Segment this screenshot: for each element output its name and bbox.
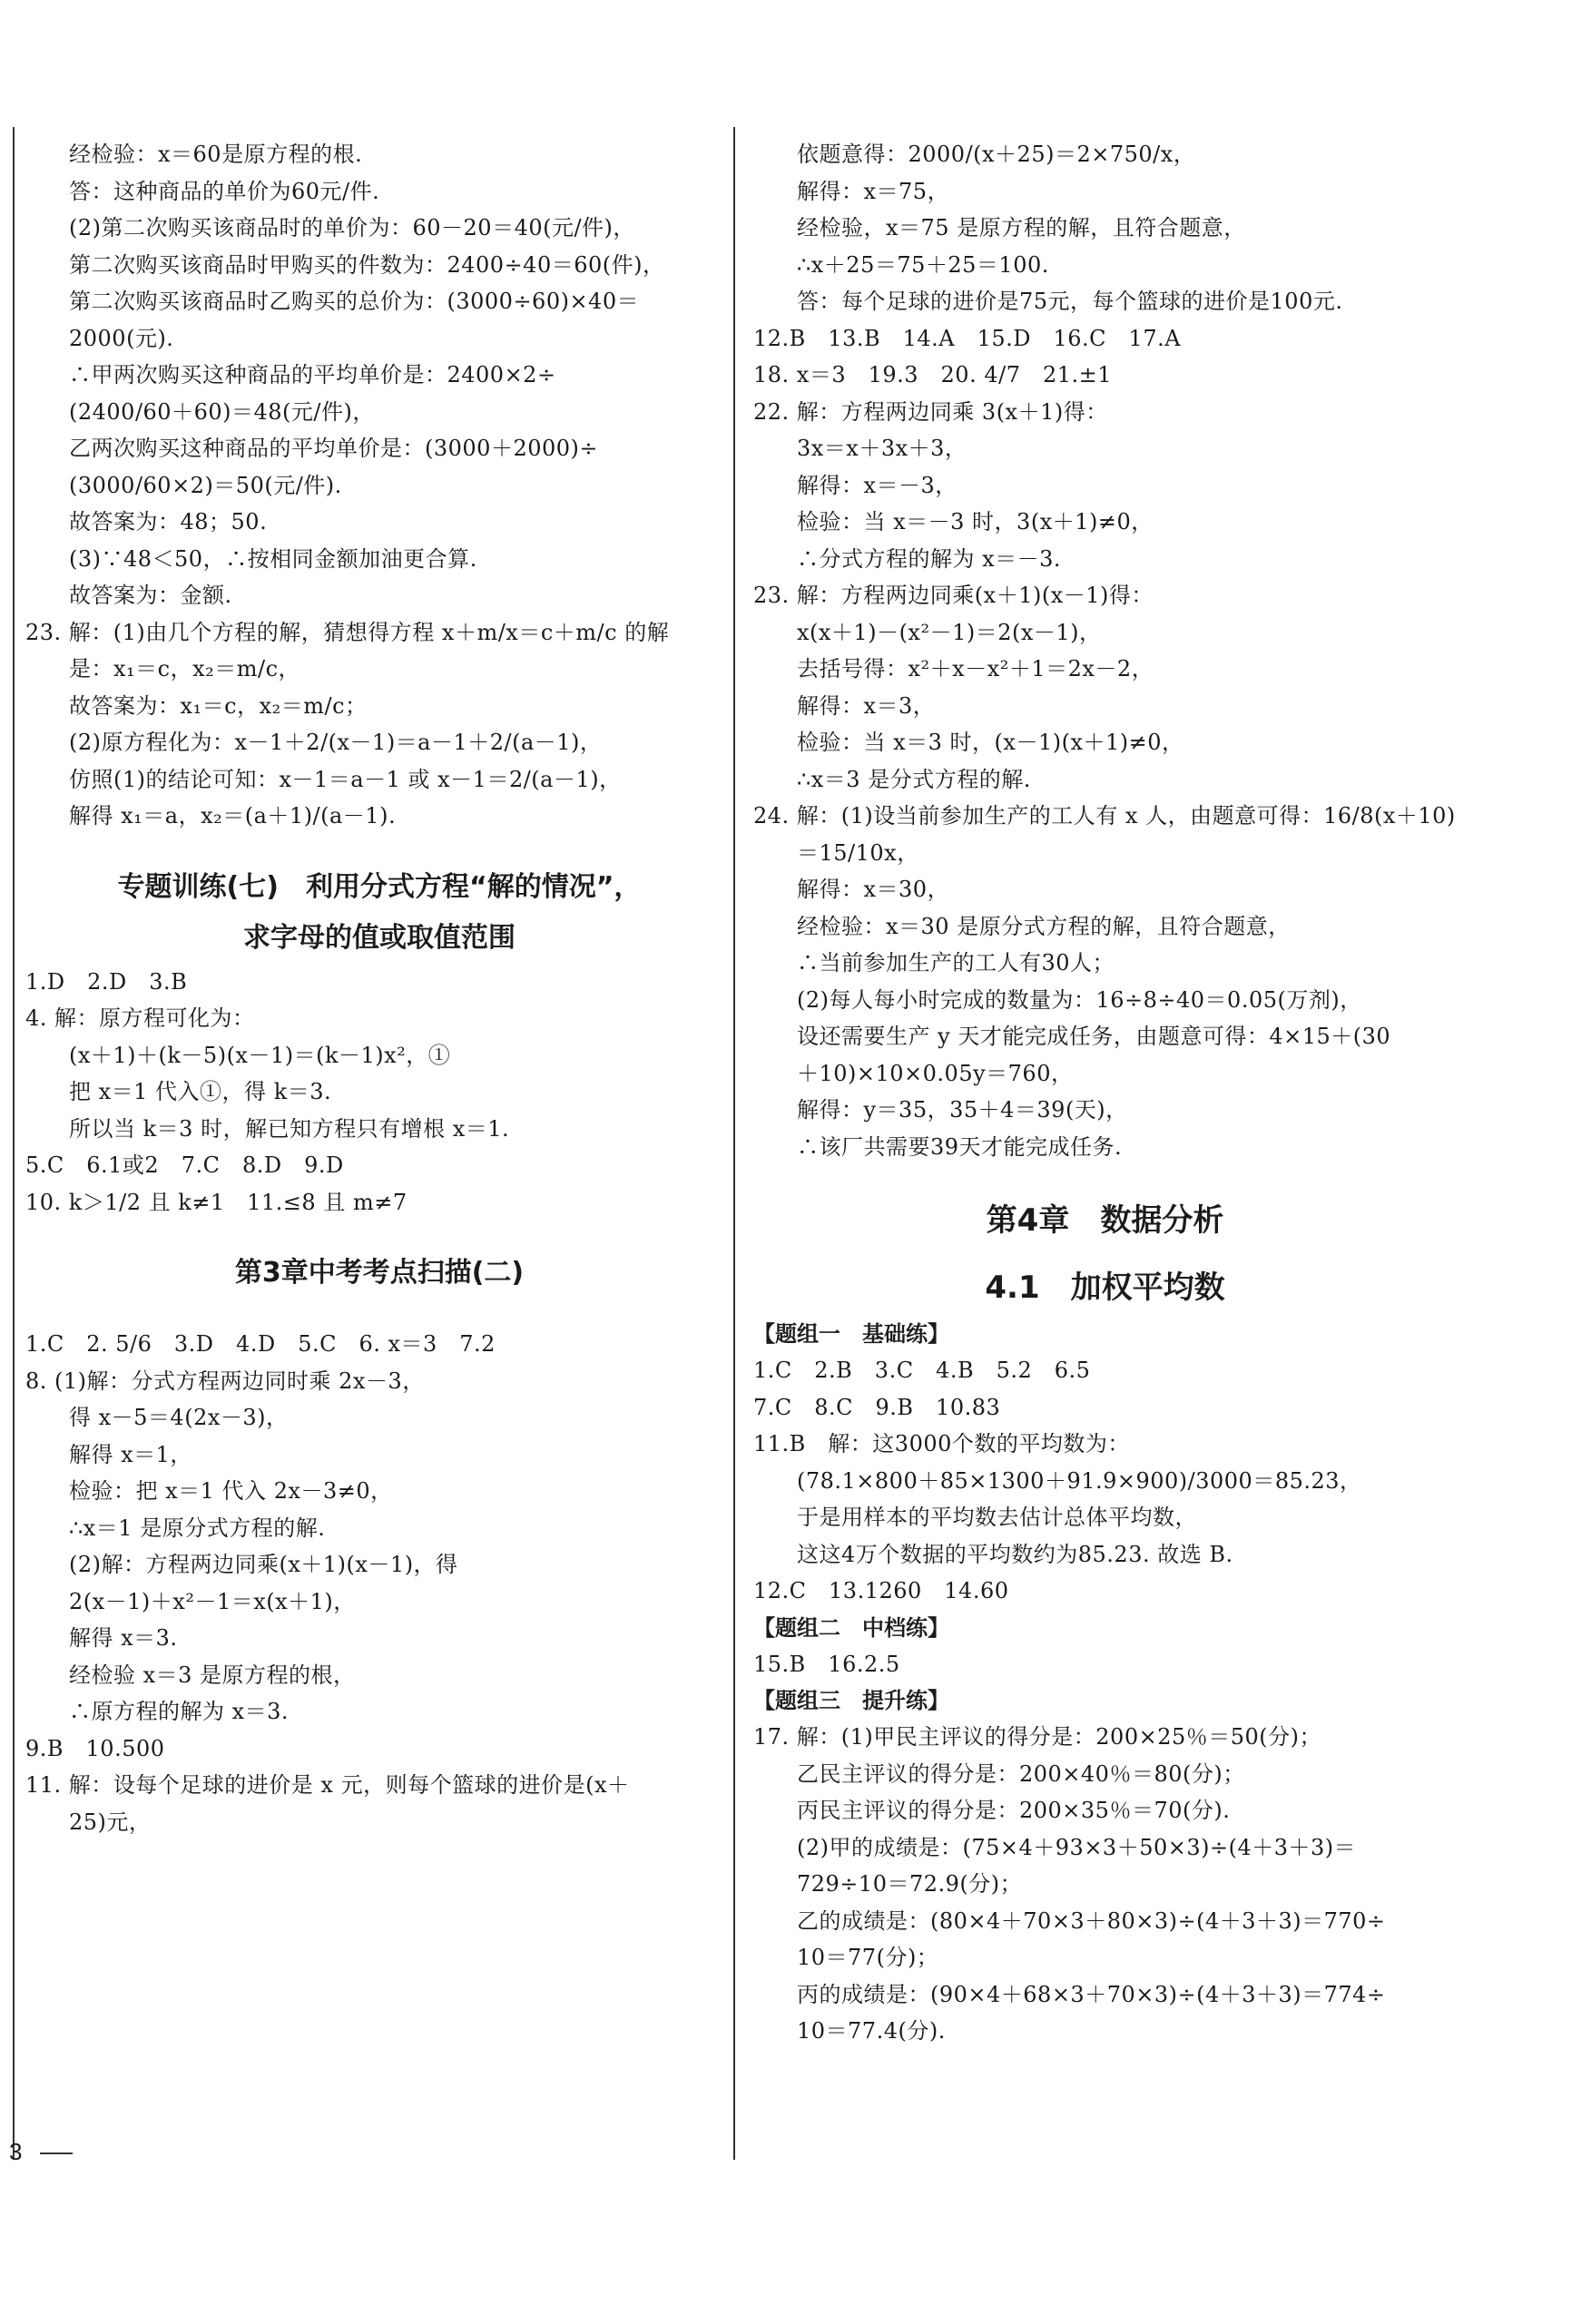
text-line: 4. 解：原方程可化为： <box>25 1005 255 1031</box>
text-line: 第二次购买该商品时甲购买的件数为：2400÷40＝60(件)， <box>69 251 665 278</box>
text-line: 解得 x＝1， <box>69 1441 192 1467</box>
text-line: 得 x－5＝4(2x－3)， <box>69 1405 289 1430</box>
text-line: 所以当 k＝3 时，解已知方程只有增根 x＝1. <box>69 1115 510 1142</box>
text-line: ∴x＋25＝75＋25＝100. <box>797 251 1049 278</box>
chapter-title: 第4章 数据分析 <box>986 1202 1224 1239</box>
left-column <box>25 136 733 1840</box>
text-line: 检验：当 x＝3 时，(x－1)(x＋1)≠0， <box>797 730 1184 755</box>
text-line: x(x＋1)－(x²－1)＝2(x－1)， <box>797 619 1102 645</box>
text-line: 1.D 2.D 3.B <box>25 968 188 995</box>
text-line: (x＋1)＋(k－5)(x－1)＝(k－1)x²，① <box>69 1042 451 1068</box>
group-medium-label: 【题组二 中档练】 <box>753 1614 949 1641</box>
text-line: (3000/60×2)＝50(元/件). <box>69 472 342 498</box>
text-line: 丙的成绩是：(90×4＋68×3＋70×3)÷(4＋3＋3)＝774÷ <box>797 1981 1386 2007</box>
text-line: ∴该厂共需要39天才能完成任务. <box>797 1133 1123 1160</box>
right-block-3 <box>753 1646 1457 1683</box>
text-line: ∴原方程的解为 x＝3. <box>69 1699 290 1724</box>
text-line: 17. 解：(1)甲民主评议的得分是：200×25％＝50(分)； <box>753 1724 1322 1750</box>
text-line: 24. 解：(1)设当前参加生产的工人有 x 人，由题意可得：16/8(x＋10) <box>753 803 1456 829</box>
group-advanced-label: 【题组三 提升练】 <box>753 1688 949 1713</box>
text-line: 丙民主评议的得分是：200×35％＝70(分). <box>797 1798 1231 1823</box>
text-line: 于是用样本的平均数去估计总体平均数， <box>797 1505 1197 1530</box>
text-line: 解得：x＝30， <box>797 877 950 902</box>
text-line: 答：每个足球的进价是75元，每个篮球的进价是100元. <box>797 289 1343 314</box>
text-line: 这这4万个数据的平均数约为85.23. 故选 B. <box>797 1541 1233 1567</box>
text-line: 25)元， <box>69 1809 152 1835</box>
left-block-2 <box>25 964 733 1221</box>
text-line: ∴分式方程的解为 x＝－3. <box>797 545 1062 572</box>
column-divider <box>733 127 735 2160</box>
left-margin-rule <box>13 127 15 2160</box>
text-line: 是：x₁＝c，x₂＝m/c， <box>69 656 301 682</box>
text-line: (2)原方程化为：x－1＋2/(x－1)＝a－1＋2/(a－1)， <box>69 730 603 755</box>
text-line: 经检验：x＝30 是原分式方程的解，且符合题意， <box>797 913 1291 939</box>
text-line: 8. (1)解：分式方程两边同时乘 2x－3， <box>25 1368 425 1394</box>
text-line: 解得 x＝3. <box>69 1625 178 1651</box>
text-line: 2(x－1)＋x²－1＝x(x＋1)， <box>69 1588 356 1614</box>
text-line: (2)每人每小时完成的数量为：16÷8÷40＝0.05(万剂)， <box>797 986 1362 1013</box>
section-title-line-1: 专题训练(七) 利用分式方程“解的情况”， <box>117 870 642 903</box>
group-basic-label: 【题组一 基础练】 <box>753 1321 949 1347</box>
text-line: 7.C 8.C 9.B 10.83 <box>753 1394 1001 1420</box>
chapter3-review-title: 第3章中考考点扫描(二) <box>234 1257 525 1289</box>
text-line: 2000(元). <box>69 325 174 351</box>
text-line: 22. 解：方程两边同乘 3(x＋1)得： <box>753 398 1108 425</box>
text-line: 11. 解：设每个足球的进价是 x 元，则每个篮球的进价是(x＋ <box>25 1772 630 1798</box>
text-line: 解得：x＝75， <box>797 178 950 204</box>
text-line: (2400/60＋60)＝48(元/件)， <box>69 398 375 425</box>
text-line: 检验：当 x＝－3 时，3(x＋1)≠0， <box>797 509 1154 534</box>
text-line: 10. k＞1/2 且 k≠1 11.≤8 且 m≠7 <box>25 1189 408 1215</box>
text-line: 故答案为：金额. <box>69 583 232 608</box>
text-line: 12.B 13.B 14.A 15.D 16.C 17.A <box>753 325 1182 351</box>
text-line: 9.B 10.500 <box>25 1735 165 1761</box>
text-line: ∴x＝3 是分式方程的解. <box>797 766 1031 792</box>
text-line: 经检验：x＝60是原方程的根. <box>69 142 363 167</box>
text-line: ＝15/10x， <box>797 839 919 866</box>
right-block-4 <box>753 1719 1457 2050</box>
text-line: (78.1×800＋85×1300＋91.9×900)/3000＝85.23， <box>797 1467 1362 1494</box>
section-title: 4.1 加权平均数 <box>985 1270 1225 1306</box>
text-line: 仿照(1)的结论可知：x－1＝a－1 或 x－1＝2/(a－1)， <box>69 766 622 792</box>
text-line: 11.B 解：这3000个数的平均数为： <box>753 1431 1130 1456</box>
text-line: 729÷10＝72.9(分)； <box>797 1871 1023 1897</box>
text-line: 12.C 13.1260 14.60 <box>753 1578 1009 1603</box>
right-column <box>753 136 1457 2050</box>
text-line: 乙的成绩是：(80×4＋70×3＋80×3)÷(4＋3＋3)＝770÷ <box>797 1907 1386 1934</box>
text-line: 乙民主评议的得分是：200×40％＝80(分)； <box>797 1760 1245 1787</box>
text-line: 解得：x＝3， <box>797 692 936 719</box>
text-line: 设还需要生产 y 天才能完成任务，由题意可得：4×15＋(30 <box>797 1024 1391 1049</box>
text-line: (3)∵48＜50，∴按相同金额加油更合算. <box>69 545 477 572</box>
text-line: 解得：y＝35，35＋4＝39(天)， <box>797 1097 1128 1123</box>
text-line: 把 x＝1 代入①，得 k＝3. <box>69 1079 332 1104</box>
page-number: 3 <box>9 2138 23 2165</box>
text-line: 18. x＝3 19.3 20. 4/7 21.±1 <box>753 362 1113 387</box>
page-number-dash <box>40 2152 73 2154</box>
text-line: 解得 x₁＝a，x₂＝(a＋1)/(a－1). <box>69 803 397 829</box>
text-line: 故答案为：x₁＝c，x₂＝m/c； <box>69 692 368 719</box>
text-line: 10＝77.4(分). <box>797 2018 946 2044</box>
text-line: 23. 解：(1)由几个方程的解，猜想得方程 x＋m/x＝c＋m/c 的解 <box>25 619 670 645</box>
text-line: 去括号得：x²＋x－x²＋1＝2x－2， <box>797 656 1154 682</box>
text-line: ∴当前参加生产的工人有30人； <box>797 950 1115 976</box>
text-line: 乙两次购买这种商品的平均单价是：(3000＋2000)÷ <box>69 436 598 461</box>
text-line: 23. 解：方程两边同乘(x＋1)(x－1)得： <box>753 583 1154 608</box>
text-line: 10＝77(分)； <box>797 1945 939 1970</box>
text-line: 依题意得：2000/(x＋25)＝2×750/x， <box>797 142 1196 167</box>
left-block-3 <box>25 1326 733 1840</box>
text-line: 5.C 6.1或2 7.C 8.D 9.D <box>25 1152 344 1178</box>
text-line: ∴甲两次购买这种商品的平均单价是：2400×2÷ <box>69 362 556 387</box>
text-line: ∴x＝1 是原分式方程的解. <box>69 1515 326 1541</box>
text-line: 1.C 2. 5/6 3.D 4.D 5.C 6. x＝3 7.2 <box>25 1331 496 1357</box>
left-block-1 <box>25 136 733 835</box>
text-line: (2)甲的成绩是：(75×4＋93×3＋50×3)÷(4＋3＋3)＝ <box>797 1834 1357 1860</box>
text-line: 1.C 2.B 3.C 4.B 5.2 6.5 <box>753 1358 1091 1383</box>
text-line: 检验：把 x＝1 代入 2x－3≠0， <box>69 1478 393 1504</box>
text-line: 15.B 16.2.5 <box>753 1651 900 1677</box>
text-line: 故答案为：48；50. <box>69 509 268 534</box>
text-line: 答：这种商品的单价为60元/件. <box>69 178 380 204</box>
text-line: ＋10)×10×0.05y＝760， <box>797 1060 1074 1086</box>
right-block-1 <box>753 136 1457 1165</box>
text-line: (2)第二次购买该商品时的单价为：60－20＝40(元/件)， <box>69 215 635 240</box>
text-line: 3x＝x＋3x＋3， <box>797 436 967 461</box>
text-line: 经检验，x＝75 是原方程的解，且符合题意， <box>797 215 1246 240</box>
text-line: (2)解：方程两边同乘(x＋1)(x－1)，得 <box>69 1552 458 1577</box>
text-line: 经检验 x＝3 是原方程的根， <box>69 1662 356 1688</box>
text-line: 第二次购买该商品时乙购买的总价为：(3000÷60)×40＝ <box>69 289 640 314</box>
section-title-line-2: 求字母的值或取值范围 <box>243 921 516 954</box>
text-line: 解得：x＝－3， <box>797 472 958 498</box>
right-block-2 <box>753 1352 1457 1610</box>
